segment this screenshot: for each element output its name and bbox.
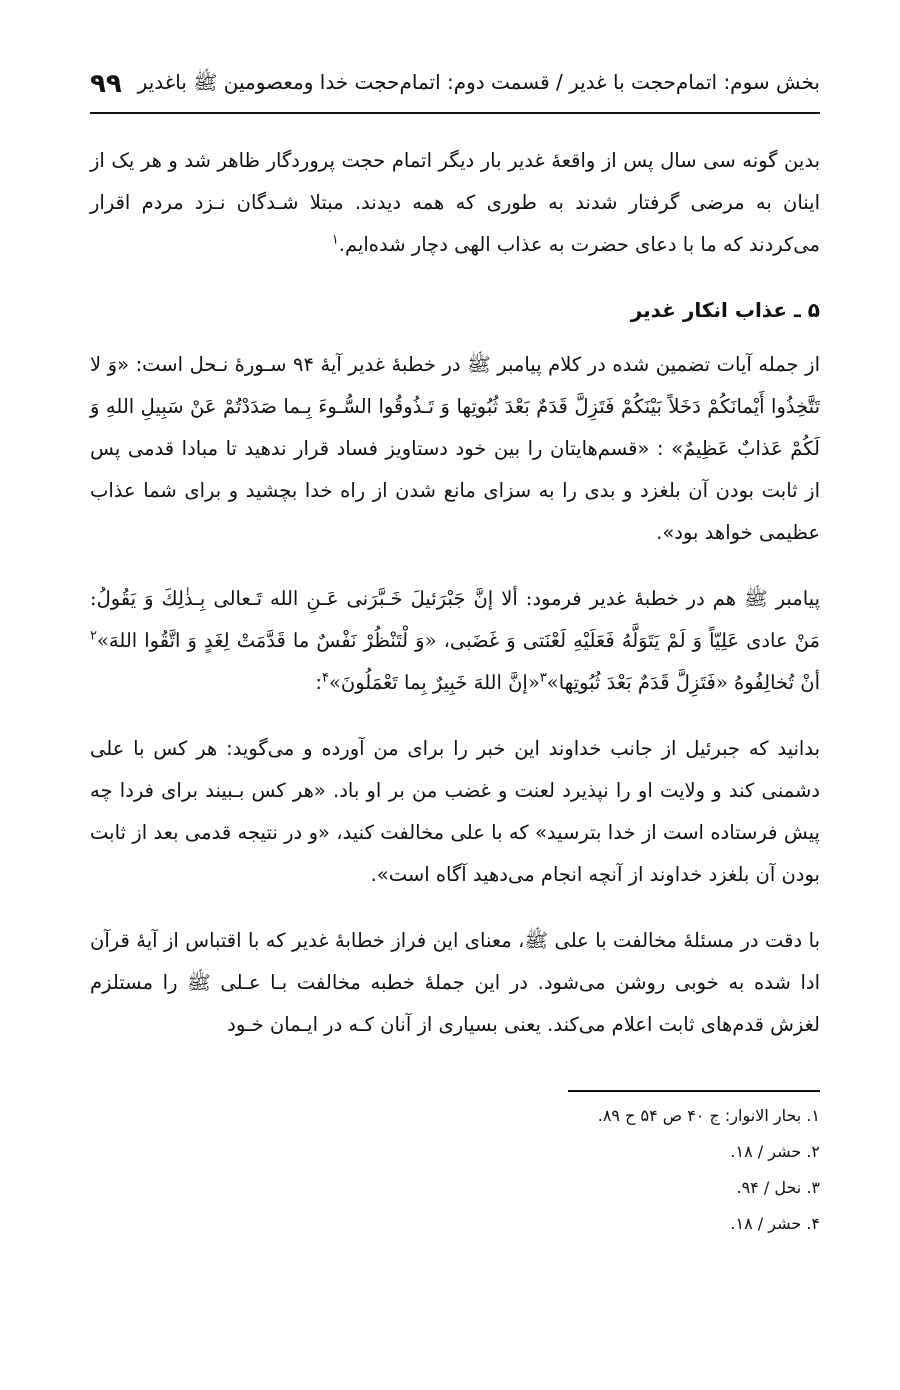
paragraph-1-text: بدین گونه سی سال پس از واقعهٔ غدیر بار دیگر اتمام حجت پروردگار ظاهر شد و هر یک از اینان به مرضی گرفتار شدند به طوری که همه دیدند. مبتلا شـدگان نـزد مردم اقرار می‌کردند که ما با دعای حضرت به عذاب الهی دچار شده‌ایم. — [90, 149, 820, 256]
paragraph-1 — [90, 140, 820, 266]
footnote-ref-4[interactable]: ۴ — [321, 670, 329, 686]
footnote-4: ۴. حشر / ۱۸. — [730, 1214, 820, 1233]
page-number: ۹۹ — [90, 69, 122, 99]
footnote-ref-3[interactable]: ۳ — [539, 670, 547, 686]
book-page — [90, 60, 820, 1360]
footnote-1: ۱. بحار الانوار: ج ۴۰ ص ۵۴ ح ۸۹. — [597, 1106, 820, 1125]
paragraph-3-part-a: پیامبر ﷺ هم در خطبهٔ غدیر فرمود: ألا إنَّ جَبْرَئيلَ خَـبَّرَنى عَـنِ الله تَـعالى بِـذٰلِكَ وَ يَقُولُ: مَنْ عادى عَلِيّاً وَ لَمْ يَتَوَلَّهُ فَعَلَيْهِ لَعْنَتى وَ غَضَبى، «وَ لْتَنْظُرْ نَفْسٌ ما قَدَّمَتْ لِغَدٍ وَ اتَّقُوا اللهَ» — [90, 587, 820, 652]
paragraph-3-part-d: : — [315, 671, 322, 694]
footnote-ref-1[interactable]: ۱ — [331, 232, 339, 248]
page-content — [90, 114, 820, 1240]
footnotes-list — [90, 1100, 820, 1240]
paragraph-3-part-b: أنْ تُخالِفُوهُ «فَتَزِلَّ قَدَمٌ بَعْدَ ثُبُوتِها» — [546, 671, 820, 694]
footnote-divider — [568, 1090, 820, 1092]
running-header — [90, 60, 820, 114]
paragraph-4: بدانید که جبرئیل از جانب خداوند این خبر را برای من آورده و می‌گوید: هر کس با علی دشمنی کند و ولایت او را نپذیرد لعنت و غضب من بر او باد. «هر کس بـبیند برای فردا چه پیش فرستاده است از خدا بترسید» که با علی مخالفت کنید، «و در نتیجه قدمی بعد از ثابت بودن آن بلغزد خداوند از آنچه انجام می‌دهید آگاه است». — [90, 737, 820, 886]
paragraph-3 — [90, 578, 820, 704]
paragraph-5: با دقت در مسئلهٔ مخالفت با علی ﷺ، معنای این فراز خطابهٔ غدیر که با اقتباس از آیهٔ قرآن ادا شده به خوبی روشن می‌شود. در این جملهٔ خطبه مخالفت بـا عـلی ﷺ را مستلزم لغزش قدم‌های ثابت اعلام می‌کند. یعنی بسیاری از آنان کـه در ایـمان خـود — [90, 929, 820, 1036]
footnote-ref-2[interactable]: ۲ — [90, 628, 97, 644]
footnote-3: ۳. نحل / ۹۴. — [736, 1178, 820, 1197]
header-title: بخش سوم: اتمام‌حجت با غدیر / قسمت دوم: اتمام‌حجت خدا ومعصومین ﷺ باغدیر — [137, 69, 820, 94]
section-heading: ۵ ـ عذاب انکار غدیر — [630, 298, 820, 322]
footnote-2: ۲. حشر / ۱۸. — [730, 1142, 820, 1161]
paragraph-2: از جمله آیات تضمین شده در کلام پیامبر ﷺ در خطبهٔ غدیر آیهٔ ۹۴ سـورهٔ نـحل است: «وَ لا تَتَّخِذُوا أَيْمانَكُمْ دَخَلاً بَيْنَكُمْ فَتَزِلَّ قَدَمٌ بَعْدَ ثُبُوتِها وَ تَـذُوقُوا السُّـوءَ بِـما صَدَدْتُمْ عَنْ سَبِيلِ اللهِ وَ لَكُمْ عَذابٌ عَظِيمٌ» : «قسم‌هایتان را بین خود دستاویز فساد قرار ندهید تا مبادا قدمی پس از ثابت بودن آن بلغزد و بدی را به سزای مانع شدن از راه خدا بچشید و برای شما عذاب عظیمی خواهد بود». — [90, 353, 820, 544]
paragraph-3-part-c: «إنَّ اللهَ خَبِيرٌ بِما تَعْمَلُونَ» — [328, 671, 540, 694]
